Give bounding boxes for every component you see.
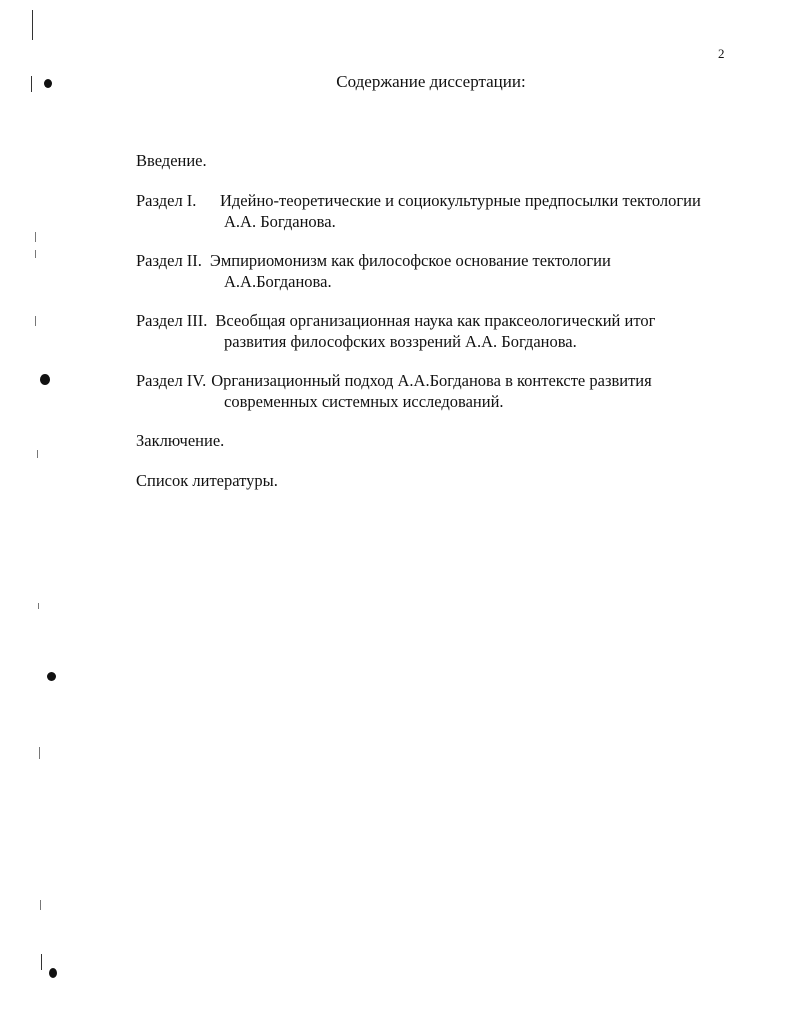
- toc-section-label: Раздел III.: [136, 311, 208, 330]
- toc-section-2: [136, 250, 756, 292]
- toc-section-label: Раздел II.: [136, 251, 202, 270]
- toc-intro: Введение.: [136, 151, 207, 170]
- scan-edge-line: [35, 250, 36, 258]
- toc-section-title: Идейно-теоретические и социокультурные предпосылки тектологии: [220, 191, 701, 210]
- toc-section-label: Раздел I.: [136, 191, 197, 210]
- toc-section-title: Организационный подход А.А.Богданова в контексте развития: [211, 371, 652, 390]
- scan-edge-line: [35, 232, 36, 242]
- toc-section-3: [136, 310, 756, 352]
- scan-edge-line: [39, 747, 40, 759]
- scan-edge-line: [40, 900, 41, 910]
- toc-section-title: Всеобщая организационная наука как праксеологический итог: [215, 311, 656, 330]
- table-of-contents: [136, 150, 756, 510]
- binding-hole-mark: [49, 968, 57, 978]
- scan-edge-line: [32, 10, 33, 40]
- toc-section-1: [136, 190, 756, 232]
- scan-edge-line: [38, 603, 39, 609]
- page-title: Содержание диссертации:: [336, 72, 526, 91]
- toc-section-title: Эмпириомонизм как философское основание тектологии: [209, 251, 611, 270]
- binding-hole-mark: [40, 374, 50, 385]
- binding-hole-mark: [47, 672, 56, 681]
- toc-section-title-cont: А.А. Богданова.: [224, 212, 336, 231]
- toc-bibliography: Список литературы.: [136, 471, 278, 490]
- toc-conclusion: Заключение.: [136, 431, 225, 450]
- scan-edge-line: [41, 954, 42, 970]
- scan-edge-line: [37, 450, 38, 458]
- toc-section-title-cont: современных системных исследований.: [224, 392, 504, 411]
- scan-edge-line: [35, 316, 36, 326]
- toc-section-title-cont: А.А.Богданова.: [224, 272, 332, 291]
- toc-section-title-cont: развития философских воззрений А.А. Богданова.: [224, 332, 577, 351]
- toc-section-label: Раздел IV.: [136, 371, 207, 390]
- page-number: 2: [718, 46, 725, 61]
- toc-section-4: [136, 370, 756, 412]
